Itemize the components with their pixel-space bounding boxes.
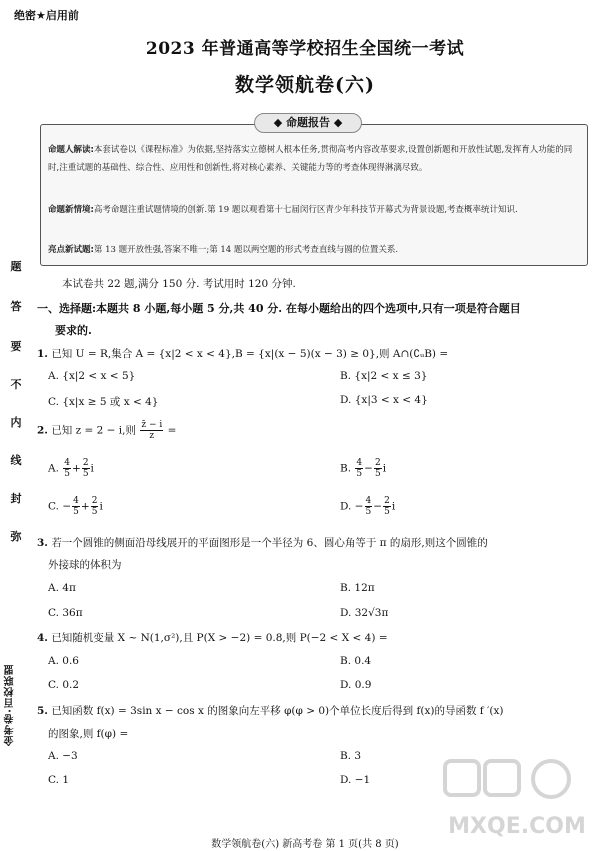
q3-option-b: B. 12π [340,582,375,594]
fraction: $\frac{z̄ - i}{z}$ [141,420,163,441]
paper-title: 数学领航卷(六) [235,74,375,96]
side-char: 封 [10,492,22,505]
brand-label: 金考卷·百校联盟 [5,664,16,746]
question-4: 4. 已知随机变量 X ~ N(1,σ²),且 P(X > −2) = 0.8,则 P(−2 < X < 4) = [37,632,388,644]
side-char: 线 [10,454,22,467]
q3-option-d: D. 32√3π [340,607,389,619]
watermark-text: MXQE.COM [448,814,586,839]
side-char: 内 [10,416,22,429]
exam-title: 2023 年普通高等学校招生全国统一考试 [145,39,465,59]
q1-option-a: A. {x|2 < x < 5} [48,370,136,382]
question-3: 3. 若一个圆锥的侧面沿母线展开的平面图形是一个半径为 6、圆心角等于 π 的扇形,则这个圆锥的 [37,537,488,549]
report-tab: ◆ 命题报告 ◆ [254,113,362,133]
q3-option-a: A. 4π [48,582,76,594]
question-1: 1. 已知 U = R,集合 A = {x|2 < x < 4},B = {x|(x − 5)(x − 3) ≥ 0},则 A∩(∁ᵤB) = [37,348,449,360]
q1-option-c: C. {x|x ≥ 5 或 x < 4} [48,396,159,408]
question-3-cont: 外接球的体积为 [48,559,122,571]
q5-option-d: D. −1 [340,774,371,786]
section-heading: 一、选择题:本题共 8 小题,每小题 5 分,共 40 分. 在每小题给出的四个选项中,只有一项是符合题目 [37,302,521,315]
diamond-icon: ◆ [330,116,343,129]
report-item-designer: 命题人解读:本套试卷以《课程标准》为依据,坚持落实立德树人根本任务,贯彻高考内容改革要求,设置创新题和开放性试题,发挥育人功能的同时,注重试题的基础性、综合性、应用性和创新性,将对核心素养、关键能力等的考查体现得淋漓尽致。 [48,145,573,173]
report-item-context: 命题新情境:高考命题注重试题情境的创新.第 19 题以观看第十七届闵行区青少年科技节开幕式为背景设题,考查概率统计知识. [48,205,518,215]
question-5: 5. 已知函数 f(x) = 3sin x − cos x 的图象向左平移 φ(φ > 0)个单位长度后得到 f(x)的导函数 f ′(x) [37,705,504,717]
confidential-label: 绝密★启用前 [14,9,79,22]
q4-option-d: D. 0.9 [340,679,372,691]
question-5-cont: 的图象,则 f(φ) = [48,728,129,740]
page-footer: 数学领航卷(六) 新高考卷 第 1 页(共 8 页) [211,839,399,850]
diamond-icon: ◆ [273,116,286,129]
q5-option-b: B. 3 [340,750,362,762]
q3-option-c: C. 36π [48,607,83,619]
side-char: 题 [10,260,22,273]
q1-option-b: B. {x|2 < x ≤ 3} [340,370,428,382]
section-heading-cont: 要求的. [55,324,92,337]
exam-intro: 本试卷共 22 题,满分 150 分. 考试用时 120 分钟. [62,278,296,290]
q4-option-b: B. 0.4 [340,655,372,667]
q4-option-c: C. 0.2 [48,679,80,691]
side-char: 弥 [10,530,22,543]
q2-option-d: D. − $\frac{4}{5}$ − $\frac{2}{5}$ i [340,496,396,517]
q2-option-c: C. − $\frac{4}{5}$ + $\frac{2}{5}$ i [48,496,103,517]
watermark-logo [443,757,591,845]
q5-option-a: A. −3 [48,750,78,762]
q2-option-b: B. $\frac{4}{5}$ − $\frac{2}{5}$ i [340,458,387,479]
question-2: 2. 已知 z = 2 − i,则 $\frac{z̄ - i}{z}$ = [37,420,177,441]
q4-option-a: A. 0.6 [48,655,79,667]
report-item-highlight: 亮点新试题:第 13 题开放性强,答案不唯一;第 14 题以两空题的形式考查直线与圆的位置关系. [48,245,399,255]
q5-option-c: C. 1 [48,774,70,786]
side-char: 不 [10,378,22,391]
side-char: 答 [10,300,22,313]
side-char: 要 [10,340,22,353]
q1-option-d: D. {x|3 < x < 4} [340,394,428,406]
q2-option-a: A. $\frac{4}{5}$ + $\frac{2}{5}$ i [48,458,94,479]
